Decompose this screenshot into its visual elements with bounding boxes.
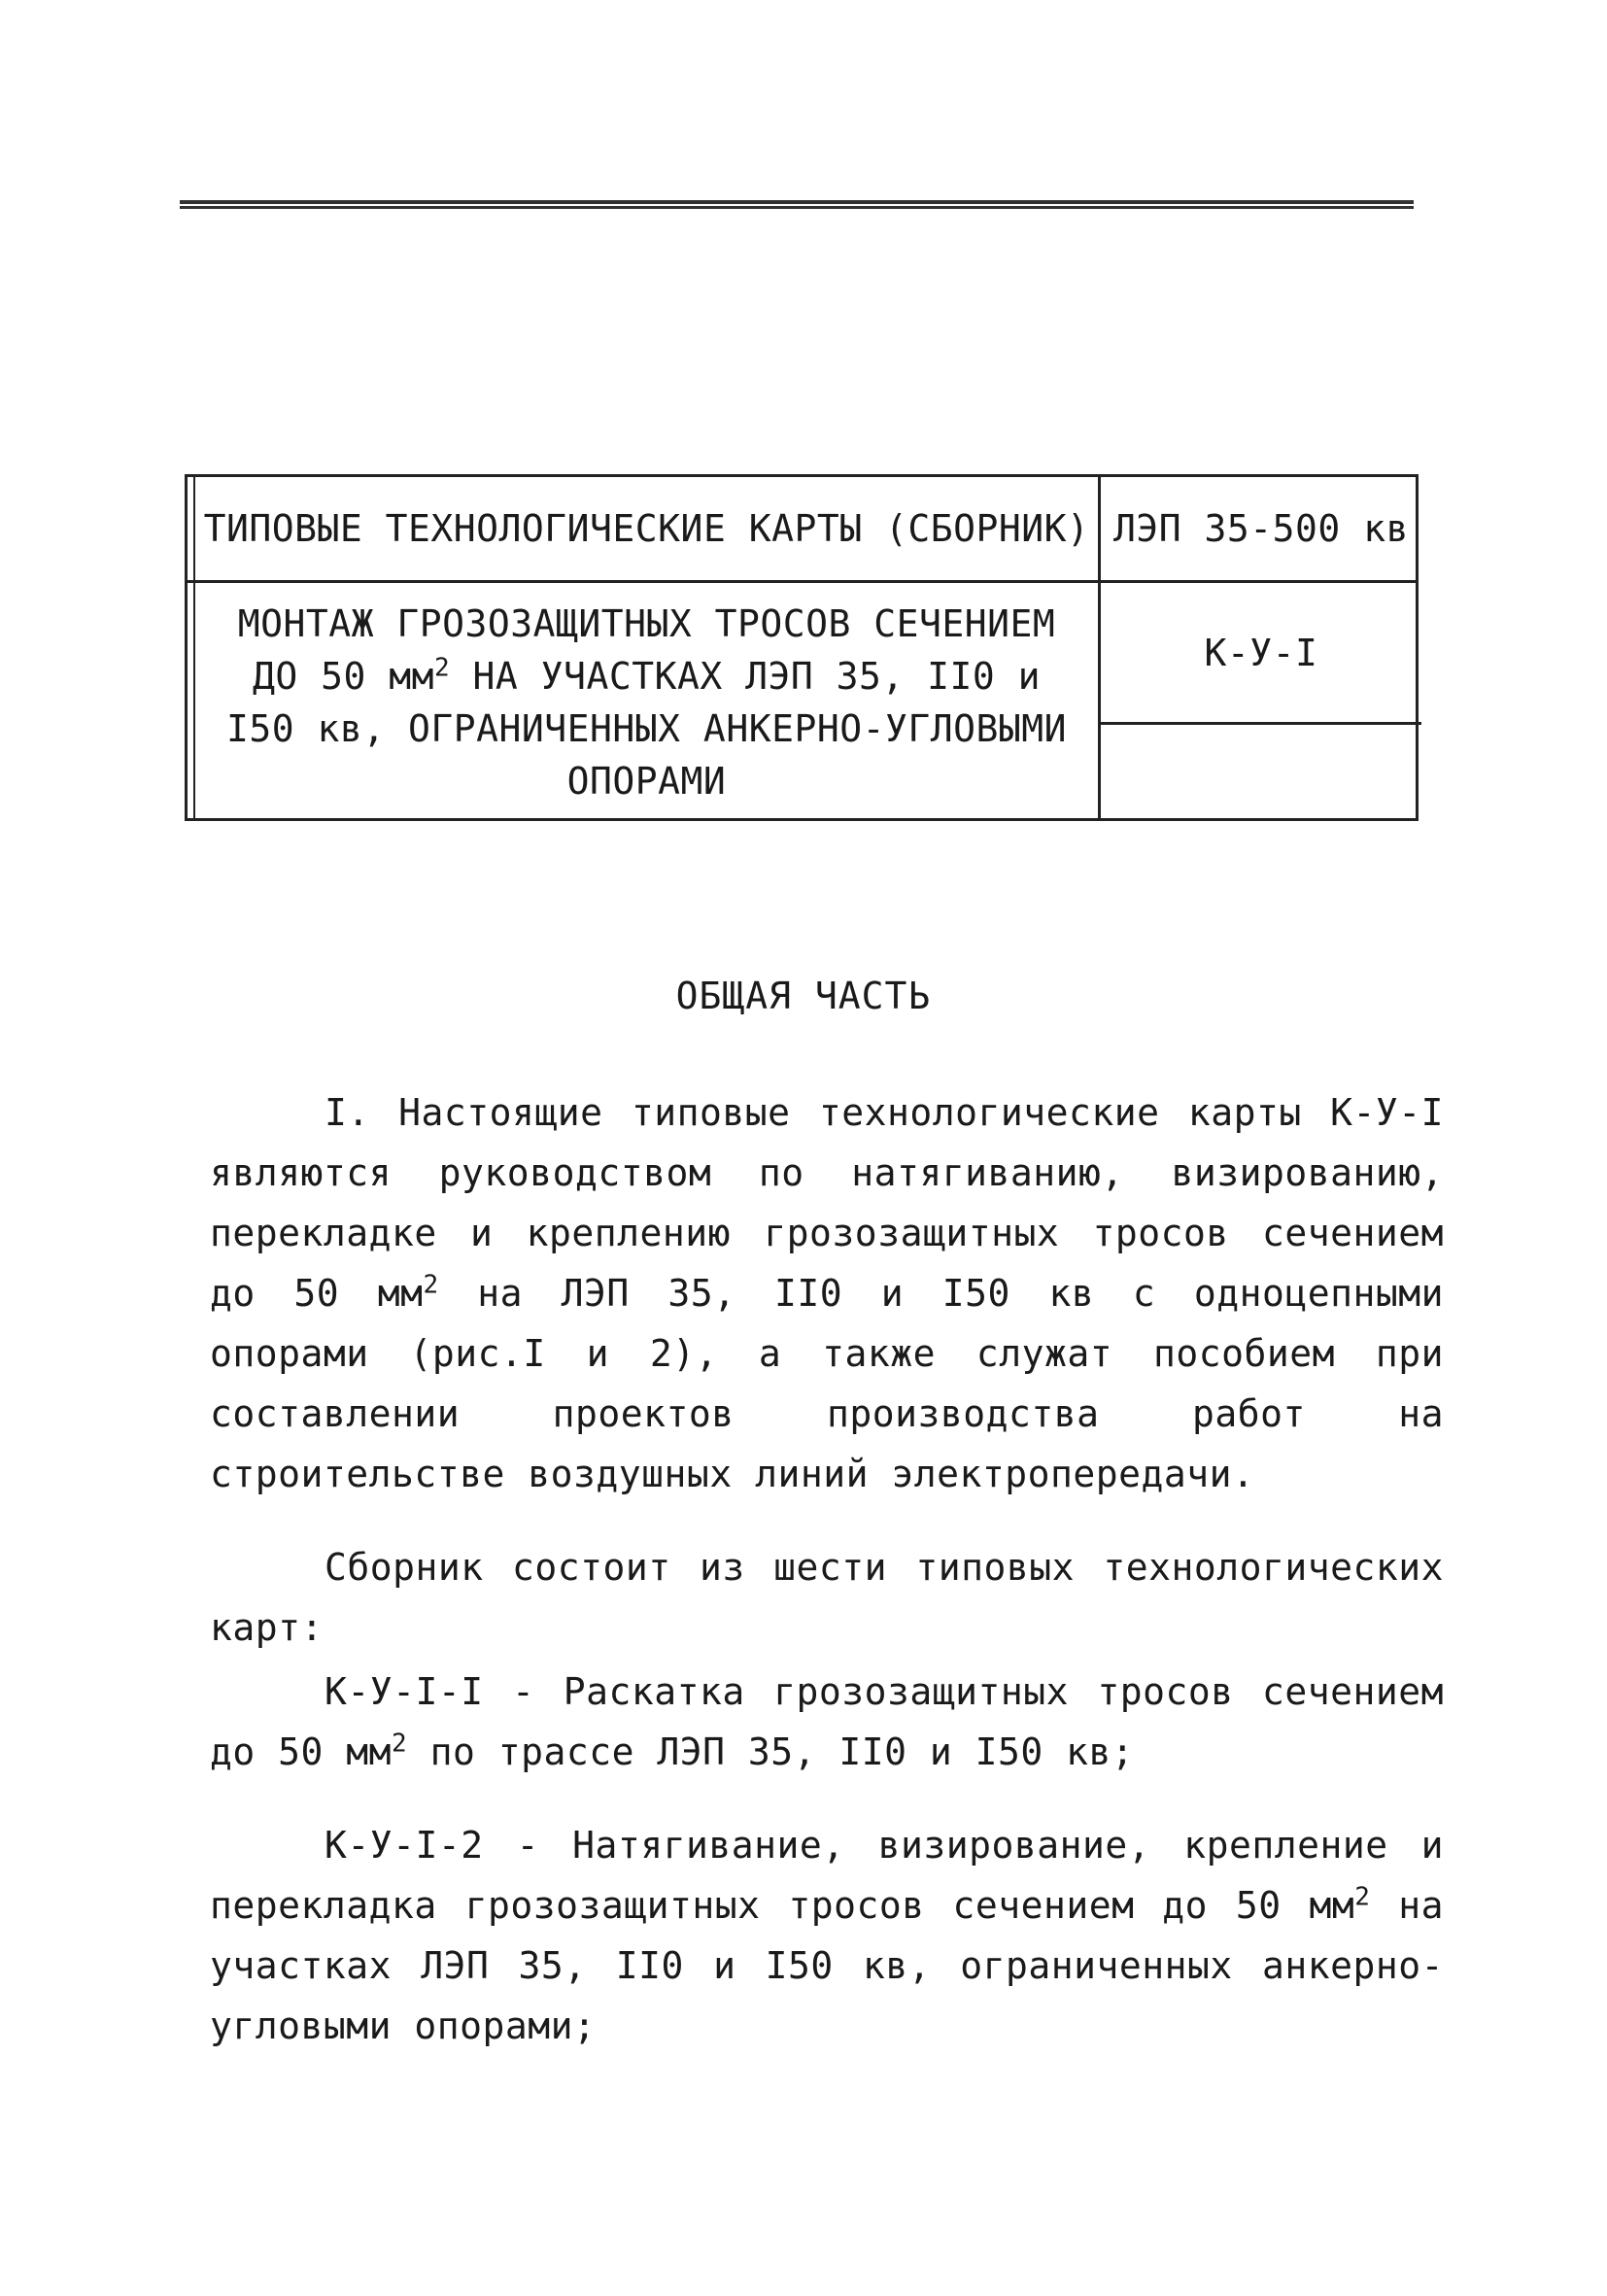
subject-line-4: ОПОРАМИ <box>566 759 727 803</box>
rule-line-lower <box>180 206 1414 209</box>
collection-title-cell <box>197 477 1096 580</box>
series-code: ЛЭП 35-500 кв <box>1113 507 1409 550</box>
table-inner-left-border <box>193 477 195 818</box>
paragraph-4: К-У-I-2 - Натягивание, визирование, крепление и перекладка грозозащитных тросов сечением до 50 $мм^2$ на участках ЛЭП 35, II0 и I50 кв, ограниченных анкерно-угловыми опорами; <box>210 1824 1444 2047</box>
body-text <box>210 1082 1444 2056</box>
card-code-cell <box>1101 583 1421 722</box>
paragraph-1: I. Настоящие типовые технологические карты К-У-I являются руководством по натягиванию, визированию, перекладке и креплению грозозащитных тросов сечением до 50 $мм^2$ на ЛЭП 35, II0 и I50 кв с одноцепными опорами (рис.I и 2), а также служат пособием при составлении проектов производства работ на строительстве воздушных линий электропередачи. <box>210 1091 1444 1495</box>
paragraph-2: Сборник состоит из шести типовых технологических карт: <box>210 1546 1444 1649</box>
subject-line-2: ДО 50 $мм^2$ НА УЧАСТКАХ ЛЭП 35, II0 и <box>252 652 1041 698</box>
series-code-cell <box>1101 477 1421 580</box>
card-code: К-У-I <box>1204 631 1318 674</box>
collection-title: ТИПОВЫЕ ТЕХНОЛОГИЧЕСКИЕ КАРТЫ (СБОРНИК) <box>203 507 1090 550</box>
subject-line-3: I50 кв, ОГРАНИЧЕННЫХ АНКЕРНО-УГЛОВЫМИ <box>226 706 1067 750</box>
paragraph-3: К-У-I-I - Раскатка грозозащитных тросов сечением до 50 $мм^2$ по трассе ЛЭП 35, II0 и I50 кв; <box>210 1670 1444 1773</box>
top-double-rule <box>180 200 1414 210</box>
subject-cell <box>197 583 1096 821</box>
empty-code-cell <box>1101 725 1421 821</box>
section-heading: ОБЩАЯ ЧАСТЬ <box>675 975 932 1017</box>
title-block-table <box>185 474 1419 821</box>
subject-title <box>226 598 1067 807</box>
subject-line-1: МОНТАЖ ГРОЗОЗАЩИТНЫХ ТРОСОВ СЕЧЕНИЕМ <box>237 601 1056 645</box>
rule-line-upper <box>180 200 1414 204</box>
